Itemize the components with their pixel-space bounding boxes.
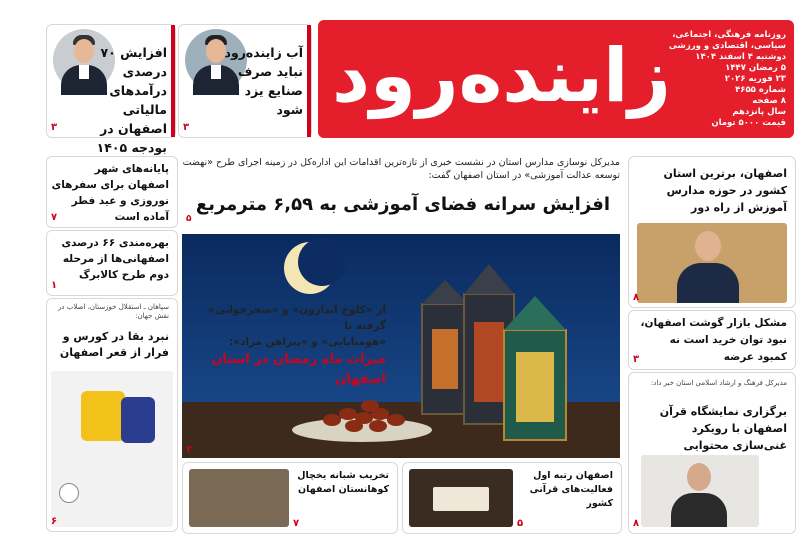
page-number: ۳	[633, 354, 640, 365]
page-number: ۷	[293, 518, 300, 529]
masthead-meta: روزنامه فرهنگی، اجتماعی، سیاسی، اقتصادی و ورزشی دوشنبه ۴ اسفند ۱۴۰۴ ۵ رمضان ۱۴۴۷ ۲۳ فوریه ۲۰۲۶ شماره ۴۶۵۵ ۸ صفحه سال پانزدهم قیمت ۵۰۰۰ تومان	[668, 30, 786, 128]
page-number: ۵	[186, 214, 192, 224]
teaser-title: آب زاینده‌رود نباید صرف صنایع یزد شود	[224, 45, 303, 117]
story-title: پایانه‌های شهر اصفهان برای سفرهای نوروزی و عید فطر آماده است	[51, 163, 169, 223]
person-photo	[637, 223, 787, 303]
story-title: مشکل بازار گوشت اصفهان، نبود توان خرید است نه کمبود عرضه	[640, 317, 787, 363]
teaser-tax[interactable]	[46, 24, 176, 155]
left-story-1[interactable]	[46, 156, 178, 228]
story-title: برگزاری نمایشگاه قرآن اصفهان با رویکرد غنی‌سازی محتوایی	[659, 405, 787, 452]
story-kicker: سپاهان ـ استقلال خوزستان، اصلاب در نقش جهان:	[58, 303, 169, 320]
hero-headline[interactable]: میراث ماه رمضان در استان اصفهان	[211, 352, 386, 387]
page-number: ۳	[183, 122, 190, 133]
story-photo	[189, 469, 289, 527]
page-number: ۶	[51, 516, 58, 527]
left-story-2[interactable]	[46, 230, 178, 296]
story-kicker: مدیرکل فرهنگ و ارشاد اسلامی استان خبر داد:	[650, 379, 787, 387]
page-number: ۷	[51, 212, 58, 223]
page-number: ۸	[633, 518, 640, 529]
story-title: اصفهان رتبه اول فعالیت‌های قرآنی کشور	[529, 470, 613, 509]
right-story-3[interactable]	[628, 372, 796, 534]
masthead	[318, 20, 794, 138]
quran-photo	[409, 469, 513, 527]
page-number: ۸	[633, 292, 640, 303]
right-story-1[interactable]	[628, 156, 796, 308]
story-title: بهره‌مندی ۶۶ درصدی اصفهانی‌ها از مرحله دوم طرح کالابرگ	[61, 237, 169, 281]
right-story-2[interactable]	[628, 310, 796, 370]
left-story-3[interactable]	[46, 298, 178, 532]
page-number: ۵	[517, 518, 524, 529]
newspaper-logo: زاینده‌رود	[332, 33, 671, 119]
story-title: نبرد بقا در کورس و فرار از قعر اصفهان	[59, 330, 169, 359]
teaser-title: افزایش ۷۰ درصدی درآمدهای مالیاتی اصفهان در بودجه ۱۴۰۵	[96, 45, 167, 155]
person-photo	[641, 455, 759, 527]
lead-intro: مدیرکل نوسازی مدارس استان در نشست خبری از تازه‌ترین اقدامات این اداره‌کل در زمینه اجرای طرح «نهضت توسعه عدالت آموزشی» در استان اصفهان گفت:	[182, 157, 620, 181]
story-title: اصفهان، برترین استان کشور در حوزه مدارس آموزش از راه دور	[663, 167, 787, 214]
story-title: تخریب شبانه یخچال کوهانستان اصفهان	[297, 470, 389, 495]
bottom-story-1[interactable]	[182, 462, 398, 534]
page-number: ۱	[51, 280, 58, 291]
teaser-water[interactable]	[178, 24, 312, 138]
lantern-icon	[422, 280, 468, 414]
football-photo	[51, 371, 173, 527]
lead-headline[interactable]: افزایش سرانه فضای آموزشی به ۶,۵۹ مترمربع	[195, 194, 610, 215]
page-number: ۲	[186, 445, 192, 455]
bottom-story-2[interactable]	[402, 462, 622, 534]
page-number: ۳	[51, 122, 58, 133]
hero-caption: از «کلوخ اندازون» و «سحرخوانی» گرفته تا «هومبابایی» و «پیراهن مراد»: میراث ماه رمضان در استان اصفهان	[186, 302, 386, 390]
